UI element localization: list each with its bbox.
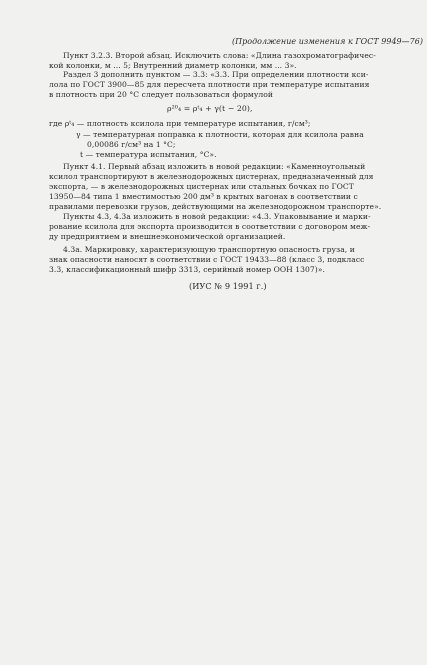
text-line: 4.3а. Маркировку, характеризующую транспортную опасность груза, и	[63, 245, 355, 254]
density-formula: ρ²⁰₄ = ρᵗ₄ + γ(t − 20),	[167, 104, 253, 113]
text-line: ду предприятием и внешнеэкономической организацией.	[49, 232, 286, 241]
text-line: в плотность при 20 °С следует пользоваться формулой	[49, 90, 273, 99]
text-line: Пункт 3.2.3. Второй абзац. Исключить слова: «Длина газохроматографичес-	[63, 51, 376, 60]
text-line: γ — температурная поправка к плотности, которая для ксилола равна	[76, 130, 364, 139]
text-line: экспорта, — в железнодорожных цистернах или стальных бочках по ГОСТ	[49, 182, 354, 191]
text-line: лола по ГОСТ 3900—85 для пересчета плотности при температуре испытания	[49, 80, 370, 89]
text-line: t — температура испытания, °С».	[80, 150, 217, 159]
page-header: (Продолжение изменения к ГОСТ 9949—76)	[232, 36, 423, 46]
text-line: рование ксилола для экспорта производится в соответствии с договором меж-	[49, 222, 371, 231]
text-line: Пункт 4.1. Первый абзац изложить в новой редакции: «Каменноугольный	[63, 162, 366, 171]
text-line: 3.3, классификационный шифр 3313, серийный номер ООН 1307)».	[49, 265, 325, 274]
text-line: Пункты 4.3, 4.3а изложить в новой редакции: «4.3. Упаковывание и марки-	[63, 212, 371, 221]
text-line: где ρᵗ₄ — плотность ксилола при температуре испытания, г/см³;	[49, 119, 311, 128]
text-line: правилами перевозки грузов, действующими на железнодорожном транспорте».	[49, 202, 382, 211]
text-line: кой колонки, м ... 5; Внутренний диаметр колонки, мм ... 3».	[49, 61, 297, 70]
text-line: 0,00086 г/см³ на 1 °С;	[87, 140, 176, 149]
text-line: знак опасности наносят в соответствии с ГОСТ 19433—88 (класс 3, подкласс	[49, 255, 365, 264]
source-footer: (ИУС № 9 1991 г.)	[189, 281, 267, 291]
text-line: 13950—84 типа 1 вместимостью 200 дм³ в крытых вагонах в соответствии с	[49, 192, 358, 201]
text-line: ксилол транспортируют в железнодорожных цистернах, предназначенный для	[49, 172, 374, 181]
text-line: Раздел 3 дополнить пунктом — 3.3: «3.3. При определении плотности кси-	[63, 70, 369, 79]
